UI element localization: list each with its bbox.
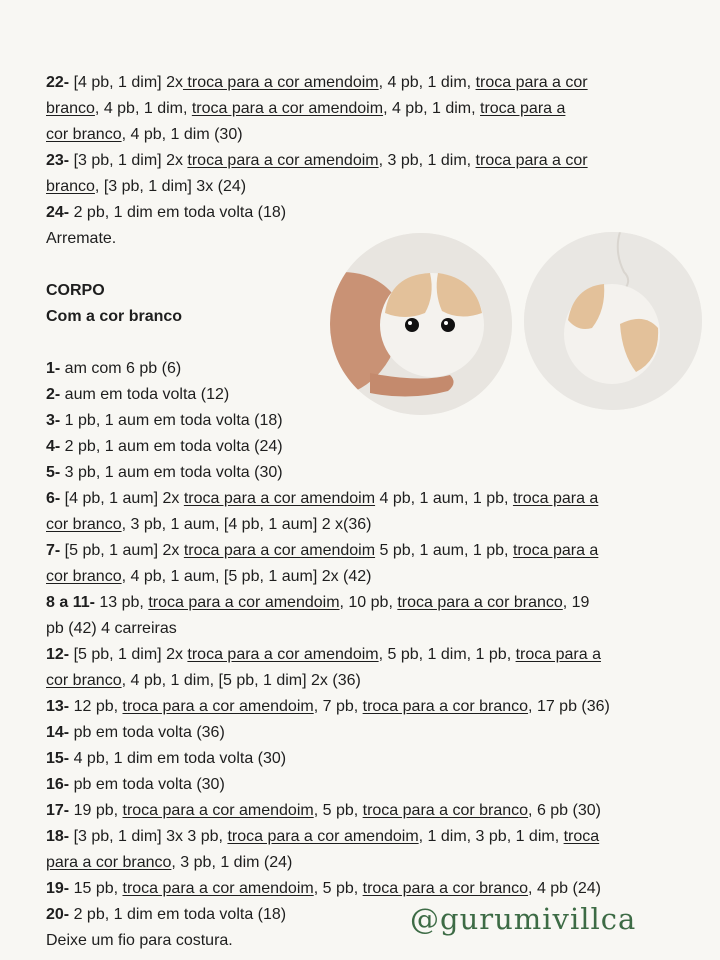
- instruction-text: , 4 pb, 1 dim,: [94, 100, 192, 117]
- instruction-text: 4 pb, 1 aum, 1 pb,: [375, 490, 513, 507]
- row-number: 7-: [46, 542, 61, 559]
- instruction-text: , 3 pb, 1 dim,: [378, 152, 476, 169]
- color-change-text: cor branco: [46, 516, 122, 533]
- color-change-text: troca para a cor amendoim: [122, 802, 314, 819]
- pattern-line: [46, 307, 182, 327]
- color-change-text: troca: [563, 828, 600, 845]
- color-change-text: troca para a cor amendoim: [183, 542, 376, 559]
- color-change-text: troca para a: [512, 542, 599, 559]
- pattern-line: [46, 931, 233, 951]
- color-change-text: cor branco: [46, 568, 122, 585]
- pattern-line: [46, 203, 286, 223]
- pattern-line: [46, 905, 286, 925]
- instruction-text: [4 pb, 1 dim] 2x: [69, 74, 183, 91]
- color-change-text: troca para a: [515, 646, 601, 663]
- pattern-line: [46, 229, 116, 249]
- instruction-text: , 4 pb (24): [528, 880, 601, 897]
- row-number: 3-: [46, 412, 61, 429]
- pattern-line: [46, 385, 229, 405]
- pattern-line: [46, 515, 372, 535]
- instruction-text: , 4 pb, 1 aum, [5 pb, 1 aum] 2x (42): [121, 568, 372, 585]
- instruction-text: [5 pb, 1 aum] 2x: [60, 542, 184, 559]
- section-heading: CORPO: [46, 282, 105, 299]
- pattern-line: [46, 125, 243, 145]
- row-number: 22-: [46, 74, 70, 91]
- instruction-text: 2 pb, 1 aum em toda volta (24): [60, 438, 283, 455]
- instruction-text: , 5 pb, 1 dim, 1 pb,: [378, 646, 516, 663]
- pattern-line: [46, 567, 372, 587]
- pattern-line: [46, 359, 181, 379]
- pattern-line: [46, 853, 292, 873]
- instruction-text: pb (42) 4 carreiras: [46, 620, 177, 637]
- row-number: 1-: [46, 360, 61, 377]
- instruction-text: 5 pb, 1 aum, 1 pb,: [375, 542, 513, 559]
- instruction-text: 2 pb, 1 dim em toda volta (18): [69, 906, 287, 923]
- pattern-line: [46, 775, 225, 795]
- instruction-text: 15 pb,: [69, 880, 123, 897]
- row-number: 2-: [46, 386, 61, 403]
- color-change-text: troca para a cor branco: [397, 594, 563, 611]
- instruction-text: , 6 pb (30): [528, 802, 601, 819]
- instruction-text: , 1 dim, 3 pb, 1 dim,: [418, 828, 564, 845]
- row-number: 13-: [46, 698, 70, 715]
- pattern-line: [46, 177, 246, 197]
- row-number: 4-: [46, 438, 61, 455]
- instruction-text: , 7 pb,: [313, 698, 363, 715]
- color-change-text: troca para a cor amendoim: [227, 828, 419, 845]
- instruction-text: , 10 pb,: [339, 594, 398, 611]
- instruction-text: , 3 pb, 1 dim (24): [171, 854, 293, 871]
- color-change-text: branco: [46, 178, 95, 195]
- photo-hand-holding-head: [330, 233, 512, 415]
- instruction-text: 2 pb, 1 dim em toda volta (18): [69, 204, 287, 221]
- pattern-line: [46, 541, 598, 561]
- instruction-text: 4 pb, 1 dim em toda volta (30): [69, 750, 287, 767]
- pattern-line: [46, 489, 598, 509]
- color-change-text: troca para a cor amendoim: [122, 880, 314, 897]
- instruction-text: Arremate.: [46, 230, 117, 247]
- instruction-text: pb em toda volta (30): [69, 776, 225, 793]
- pattern-line: [46, 281, 105, 301]
- pattern-line: [46, 697, 610, 717]
- color-change-text: troca para a cor amendoim: [191, 100, 384, 117]
- instruction-text: [3 pb, 1 dim] 3x 3 pb,: [69, 828, 228, 845]
- author-signature: @gurumivillca: [410, 902, 637, 936]
- color-change-text: troca para a cor: [475, 74, 588, 91]
- instruction-text: , 4 pb, 1 dim,: [383, 100, 480, 117]
- pattern-line: [46, 99, 565, 119]
- color-change-text: troca para a cor amendoim: [148, 594, 340, 611]
- color-change-text: troca para a: [512, 490, 599, 507]
- pattern-line: [46, 749, 286, 769]
- instruction-text: [4 pb, 1 aum] 2x: [60, 490, 184, 507]
- instruction-text: , 4 pb, 1 dim, [5 pb, 1 dim] 2x (36): [121, 672, 361, 689]
- row-number: 24-: [46, 204, 70, 221]
- instruction-text: [3 pb, 1 dim] 2x: [69, 152, 188, 169]
- instruction-text: , 4 pb, 1 dim,: [378, 74, 476, 91]
- color-change-text: para a cor branco: [46, 854, 172, 871]
- instruction-text: 12 pb,: [69, 698, 123, 715]
- row-number: 19-: [46, 880, 70, 897]
- pattern-line: [46, 801, 601, 821]
- instruction-text: Deixe um fio para costura.: [46, 932, 233, 949]
- instruction-text: 13 pb,: [94, 594, 149, 611]
- row-number: 17-: [46, 802, 70, 819]
- color-change-text: troca para a cor branco: [362, 698, 529, 715]
- row-number: 8 a 11-: [46, 594, 95, 611]
- instruction-text: am com 6 pb (6): [60, 360, 182, 377]
- photo-hanging-head: [524, 232, 702, 410]
- color-change-text: cor branco: [46, 672, 122, 689]
- instruction-text: , 5 pb,: [313, 802, 363, 819]
- instruction-text: aum em toda volta (12): [60, 386, 230, 403]
- crochet-head-photo-icon: [330, 233, 512, 415]
- instruction-text: pb em toda volta (36): [69, 724, 225, 741]
- row-number: 16-: [46, 776, 70, 793]
- pattern-line: [46, 619, 177, 639]
- color-change-text: troca para a cor amendoim: [122, 698, 314, 715]
- row-number: 18-: [46, 828, 70, 845]
- instruction-text: , 3 pb, 1 aum, [4 pb, 1 aum] 2 x(36): [121, 516, 372, 533]
- color-change-text: troca para a cor amendoim: [187, 646, 379, 663]
- instruction-text: , [3 pb, 1 dim] 3x (24): [94, 178, 247, 195]
- pattern-line: [46, 411, 283, 431]
- pattern-line: [46, 593, 589, 613]
- color-change-text: troca para a cor amendoim: [182, 74, 379, 91]
- instruction-text: 19 pb,: [69, 802, 123, 819]
- instruction-text: , 19: [562, 594, 590, 611]
- row-number: 20-: [46, 906, 70, 923]
- row-number: 15-: [46, 750, 70, 767]
- instruction-text: 3 pb, 1 aum em toda volta (30): [60, 464, 283, 481]
- row-number: 6-: [46, 490, 61, 507]
- pattern-line: [46, 463, 283, 483]
- pattern-line: [46, 73, 588, 93]
- color-change-text: troca para a cor amendoim: [183, 490, 376, 507]
- instruction-text: , 5 pb,: [313, 880, 363, 897]
- instruction-text: 1 pb, 1 aum em toda volta (18): [60, 412, 283, 429]
- crochet-head-back-icon: [524, 232, 702, 410]
- row-number: 5-: [46, 464, 61, 481]
- pattern-line: [46, 151, 588, 171]
- pattern-line: [46, 827, 599, 847]
- row-number: 12-: [46, 646, 70, 663]
- color-change-text: cor branco: [46, 126, 122, 143]
- color-change-text: troca para a cor branco: [362, 802, 529, 819]
- pattern-line: [46, 723, 225, 743]
- row-number: 23-: [46, 152, 70, 169]
- row-number: 14-: [46, 724, 70, 741]
- color-change-text: troca para a cor amendoim: [187, 152, 379, 169]
- instruction-text: [5 pb, 1 dim] 2x: [69, 646, 188, 663]
- color-change-text: branco: [46, 100, 95, 117]
- instruction-text: , 17 pb (36): [528, 698, 610, 715]
- color-change-text: troca para a cor branco: [362, 880, 529, 897]
- color-change-text: troca para a: [480, 100, 566, 117]
- section-heading: Com a cor branco: [46, 308, 183, 325]
- instruction-text: , 4 pb, 1 dim (30): [121, 126, 243, 143]
- pattern-line: [46, 645, 601, 665]
- pattern-line: [46, 671, 361, 691]
- pattern-line: [46, 879, 601, 899]
- pattern-line: [46, 437, 283, 457]
- color-change-text: troca para a cor: [475, 152, 588, 169]
